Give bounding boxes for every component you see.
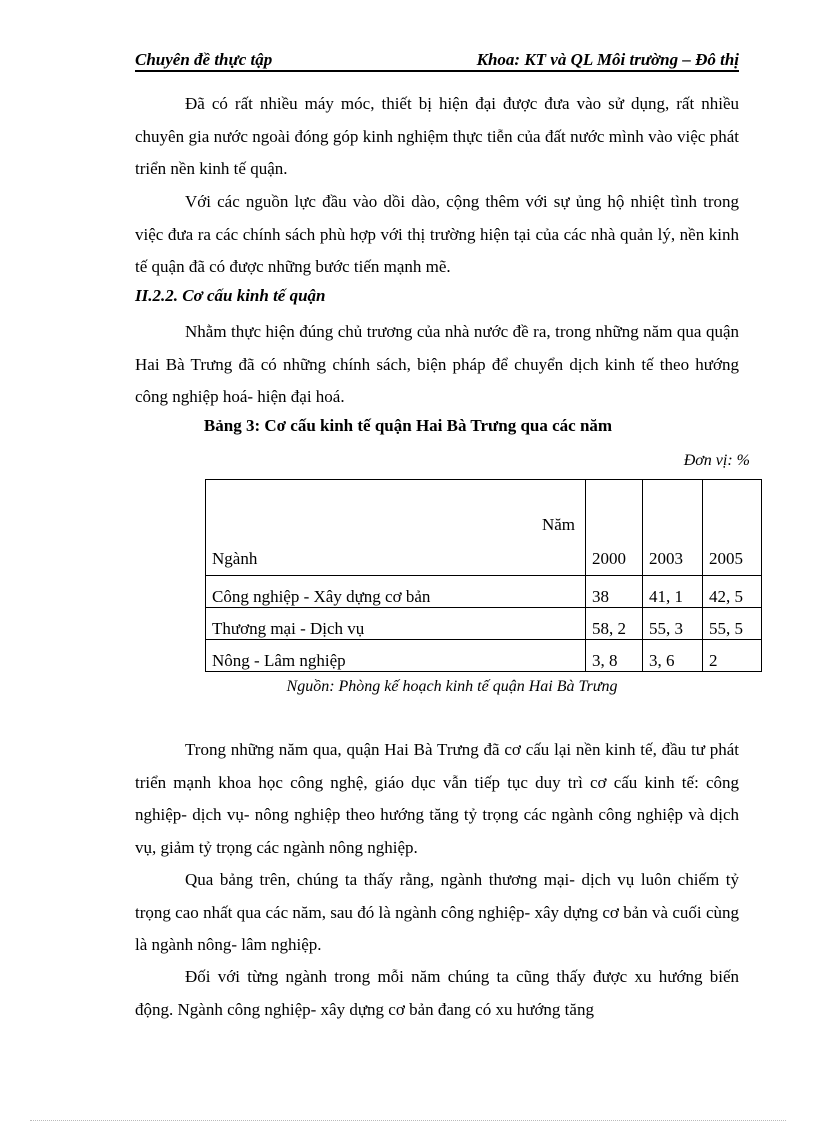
table-row	[206, 640, 762, 672]
header-right: Khoa: KT và QL Môi trường – Đô thị	[476, 50, 739, 69]
table-cell-value: 3, 6	[643, 640, 703, 672]
table-cell-value: 58, 2	[586, 608, 643, 640]
paragraph: Đã có rất nhiều máy móc, thiết bị hiện đại được đưa vào sử dụng, rất nhiều chuyên gia nước ngoài đóng góp kinh nghiệm thực tiễn của đất nước mình vào việc phát triển nền kinh tế quận.	[135, 94, 739, 178]
footer-divider	[30, 1120, 786, 1121]
table-cell-value: 55, 5	[703, 608, 762, 640]
table-cell-value: 38	[586, 576, 643, 608]
header-cell-diagonal	[206, 480, 586, 576]
table-title: Bảng 3: Cơ cấu kinh tế quận Hai Bà Trưng qua các năm	[203, 416, 613, 435]
table-cell-sector: Công nghiệp - Xây dựng cơ bản	[206, 576, 586, 608]
header-left: Chuyên đề thực tập	[135, 50, 273, 69]
table-source: Nguồn: Phòng kế hoạch kinh tế quận Hai Bà Trưng	[286, 678, 618, 695]
paragraph: Đối với từng ngành trong mỗi năm chúng ta cũng thấy được xu hướng biến động. Ngành công nghiệp- xây dựng cơ bản đang có xu hướng tăng	[135, 967, 739, 1019]
paragraph: Qua bảng trên, chúng ta thấy rằng, ngành thương mại- dịch vụ luôn chiếm tỷ trọng cao nhất qua các năm, sau đó là ngành công nghiệp- xây dựng cơ bản và cuối cùng là ngành nông- lâm nghiệp.	[135, 870, 739, 954]
table-cell-value: 2	[703, 640, 762, 672]
table-cell-value: 55, 3	[643, 608, 703, 640]
table-cell-value: 42, 5	[703, 576, 762, 608]
table-row	[206, 576, 762, 608]
section-heading: II.2.2. Cơ cấu kinh tế quận	[135, 286, 326, 305]
paragraph: Trong những năm qua, quận Hai Bà Trưng đã cơ cấu lại nền kinh tế, đầu tư phát triển mạnh khoa học công nghệ, giáo dục vẫn tiếp tục duy trì cơ cấu kinh tế: công nghiệp- dịch vụ- nông nghiệp theo hướng tăng tỷ trọng các ngành công nghiệp và dịch vụ, giảm tỷ trọng các ngành nông nghiệp.	[135, 740, 739, 857]
data-table	[205, 479, 762, 672]
table-cell-sector: Thương mại - Dịch vụ	[206, 608, 586, 640]
table-cell-value: 3, 8	[586, 640, 643, 672]
header-cell-year: 2000	[586, 480, 643, 576]
header-sector-label: Ngành	[212, 549, 258, 568]
header-cell-year: 2003	[643, 480, 703, 576]
page-header	[135, 48, 739, 72]
table-unit: Đơn vị: %	[683, 452, 750, 469]
header-cell-year: 2005	[703, 480, 762, 576]
table-header-row	[206, 480, 762, 576]
table-row	[206, 608, 762, 640]
paragraph: Nhằm thực hiện đúng chủ trương của nhà nước đề ra, trong những năm qua quận Hai Bà Trưng đã có những chính sách, biện pháp để chuyển dịch kinh tế theo hướng công nghiệp hoá- hiện đại hoá.	[135, 322, 739, 406]
table-cell-sector: Nông - Lâm nghiệp	[206, 640, 586, 672]
table-cell-value: 41, 1	[643, 576, 703, 608]
header-year-label: Năm	[541, 515, 575, 534]
paragraph: Với các nguồn lực đầu vào dồi dào, cộng thêm với sự ủng hộ nhiệt tình trong việc đưa ra các chính sách phù hợp với thị trường hiện tại của các nhà quản lý, nền kinh tế quận đã có được những bước tiến mạnh mẽ.	[135, 192, 739, 276]
